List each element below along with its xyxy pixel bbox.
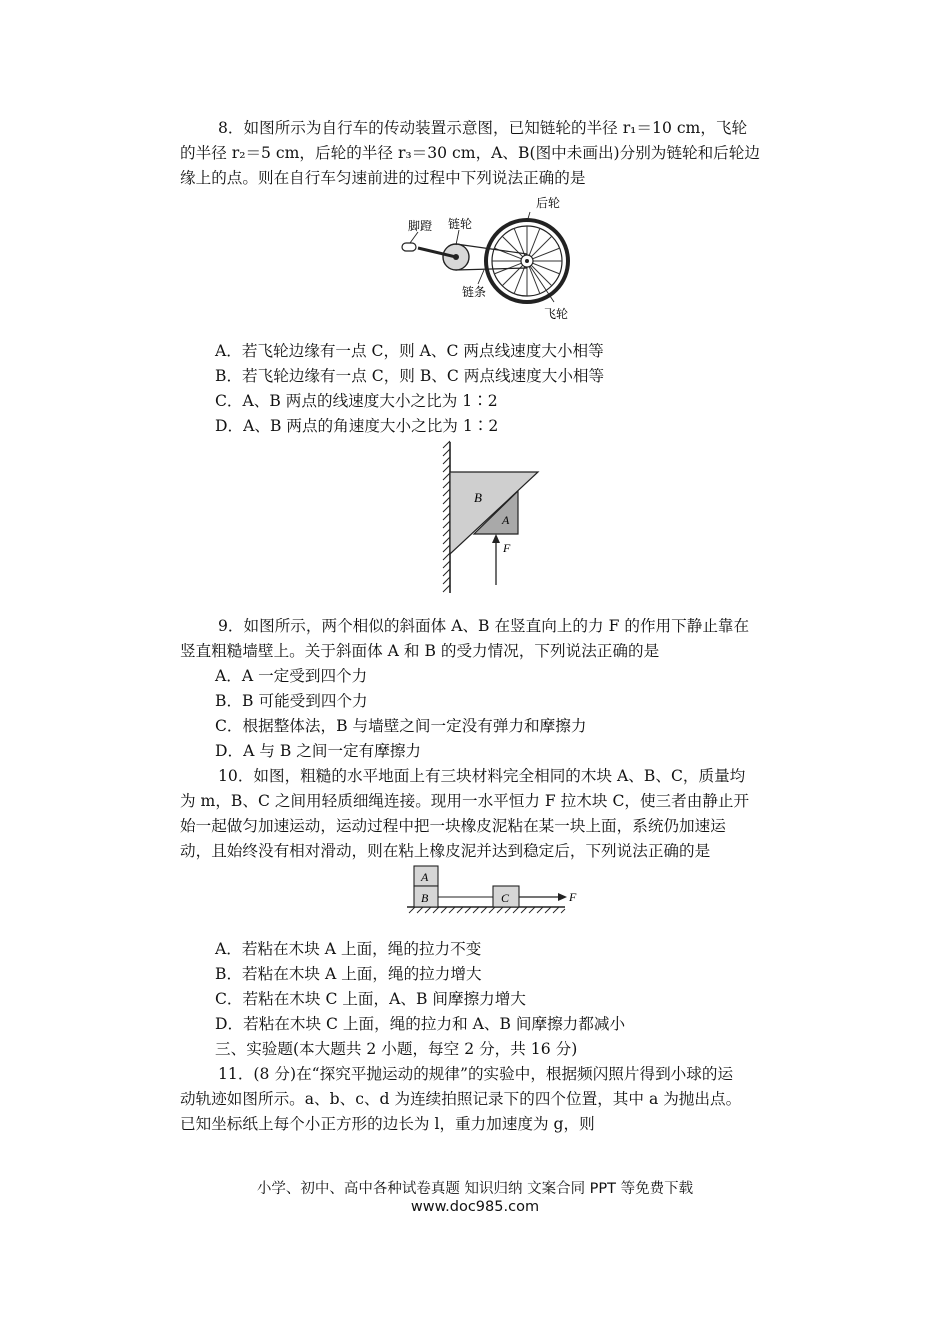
footer-ad-text: 小学、初中、高中各种试卷真题 知识归纳 文案合同 PPT 等免费下载 — [256, 1181, 694, 1197]
q11-stem-line2: 动轨迹如图所示。a、b、c、d 为连续拍照记录下的四个位置，其中 a 为抛出点。 — [180, 1090, 742, 1108]
q10-option-c: C．若粘在木块 C 上面，A、B 间摩擦力增大 — [215, 990, 526, 1008]
rear-wheel-label: 后轮 — [536, 196, 561, 210]
force-f-label: F — [569, 890, 577, 904]
q9-option-a: A．A 一定受到四个力 — [215, 667, 368, 685]
q8-option-c: C．A、B 两点的线速度大小之比为 1∶2 — [215, 392, 498, 410]
ground — [407, 907, 565, 913]
pedal-label: 脚蹬 — [408, 219, 433, 233]
q8-stem-line3: 缘上的点。则在自行车匀速前进的过程中下列说法正确的是 — [180, 169, 586, 187]
q9-stem-line2: 竖直粗糙墙壁上。关于斜面体 A 和 B 的受力情况，下列说法正确的是 — [180, 642, 660, 660]
force-arrow — [492, 534, 500, 585]
block-c-label: C — [501, 891, 510, 905]
q10-stem-line2: 为 m，B、C 之间用轻质细绳连接。现用一水平恒力 F 拉木块 C，使三者由静止开 — [180, 792, 750, 810]
q10-stem-line1: 10．如图，粗糙的水平地面上有三块材料完全相同的木块 A、B、C，质量均 — [218, 767, 746, 785]
chainwheel-label: 链轮 — [448, 217, 473, 231]
wedge-b-label: B — [474, 490, 482, 505]
q9-option-c: C．根据整体法，B 与墙壁之间一定没有弹力和摩擦力 — [215, 717, 587, 735]
blocks-figure — [405, 863, 585, 915]
q10-option-d: D．若粘在木块 C 上面，绳的拉力和 A、B 间摩擦力都减小 — [215, 1015, 626, 1033]
wedge-a-label: A — [502, 513, 510, 527]
q8-option-d: D．A、B 两点的角速度大小之比为 1∶2 — [215, 417, 499, 435]
pull-force-arrow — [519, 893, 567, 901]
q8-stem-line1: 8．如图所示为自行车的传动装置示意图，已知链轮的半径 r₁＝10 cm，飞轮 — [218, 119, 748, 137]
q8-stem-line2: 的半径 r₂＝5 cm，后轮的半径 r₃＝30 cm，A、B(图中未画出)分别为链轮和后轮边 — [180, 144, 760, 162]
q9-option-d: D．A 与 B 之间一定有摩擦力 — [215, 742, 422, 760]
q11-stem-line1: 11．(8 分)在“探究平抛运动的规律”的实验中，根据频闪照片得到小球的运 — [218, 1065, 734, 1083]
rough-wall — [443, 441, 450, 593]
q9-option-b: B．B 可能受到四个力 — [215, 692, 368, 710]
force-f-label: F — [503, 541, 511, 555]
q8-option-b: B．若飞轮边缘有一点 C，则 B、C 两点线速度大小相等 — [215, 367, 605, 385]
footer-url: www.doc985.com — [410, 1199, 540, 1215]
rear-wheel — [486, 220, 568, 302]
block-b-label: B — [421, 891, 429, 905]
block-a-label: A — [421, 870, 429, 884]
wedges-wall-figure — [430, 440, 550, 595]
q9-stem-line1: 9．如图所示，两个相似的斜面体 A、B 在竖直向上的力 F 的作用下静止靠在 — [218, 617, 750, 635]
q10-option-a: A．若粘在木块 A 上面，绳的拉力不变 — [215, 940, 482, 958]
q8-option-a: A．若飞轮边缘有一点 C，则 A、C 两点线速度大小相等 — [215, 342, 604, 360]
chain-label: 链条 — [462, 285, 487, 299]
q11-stem-line3: 已知坐标纸上每个小正方形的边长为 l，重力加速度为 g，则 — [180, 1115, 595, 1133]
flywheel-label: 飞轮 — [544, 307, 569, 321]
q10-stem-line3: 始一起做匀加速运动，运动过程中把一块橡皮泥粘在某一块上面，系统仍加速运 — [180, 817, 726, 835]
bicycle-transmission-figure — [396, 190, 576, 325]
q10-stem-line4: 动，且始终没有相对滑动，则在粘上橡皮泥并达到稳定后，下列说法正确的是 — [180, 842, 711, 860]
q10-option-b: B．若粘在木块 A 上面，绳的拉力增大 — [215, 965, 482, 983]
section3-heading: 三、实验题(本大题共 2 小题，每空 2 分，共 16 分) — [215, 1040, 578, 1058]
